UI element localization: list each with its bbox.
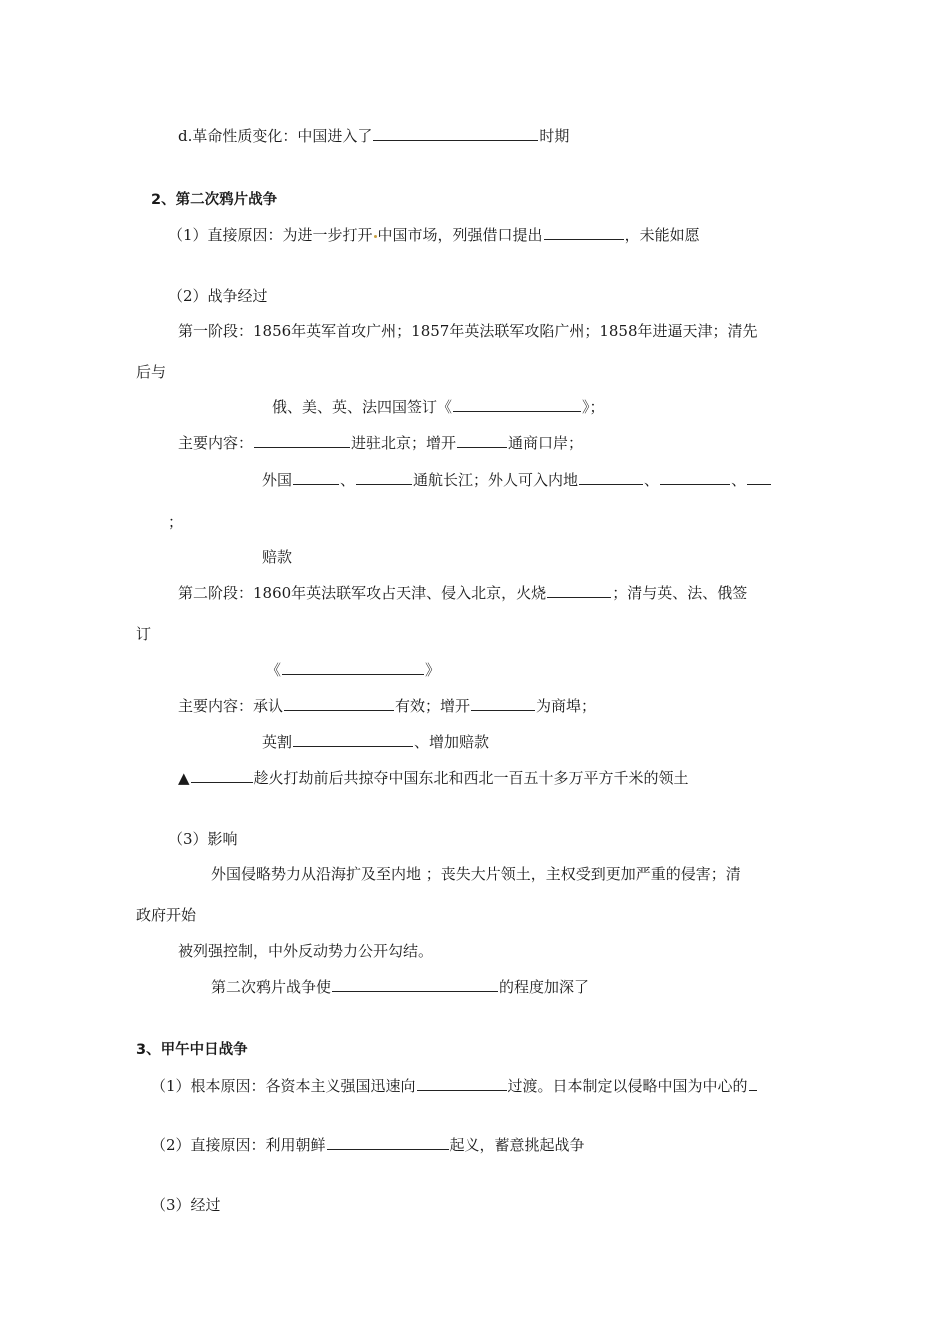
- fill-blank[interactable]: [293, 732, 413, 747]
- text: 时期: [539, 127, 570, 145]
- line-impact-1: [211, 864, 741, 884]
- text: 后与: [136, 363, 167, 381]
- section-heading-2: [151, 190, 277, 210]
- text: （1）直接原因：为进一步打开: [168, 226, 373, 244]
- text: 、增加赔款: [414, 733, 490, 751]
- line-triangle-note: [178, 768, 689, 788]
- line-main-content-1: [178, 433, 583, 453]
- fill-blank[interactable]: [254, 433, 350, 448]
- line-revolution-nature: [178, 126, 569, 146]
- line-treaty-blank: [266, 660, 440, 680]
- text: 赔款: [262, 548, 293, 566]
- line-stage-two: [178, 583, 747, 603]
- fill-blank[interactable]: [282, 660, 424, 675]
- fill-blank[interactable]: [327, 1135, 449, 1150]
- text: 外国: [262, 471, 293, 489]
- fill-blank[interactable]: [471, 696, 535, 711]
- text: （2）直接原因：利用朝鲜: [151, 1136, 326, 1154]
- triangle-icon: ▲: [178, 769, 190, 787]
- text: 英割: [262, 733, 293, 751]
- heading-text: 2、第二次鸦片战争: [151, 192, 278, 208]
- line-impact-3: [211, 977, 589, 997]
- line-indemnity: [262, 547, 292, 567]
- text: 第一阶段：1856年英军首攻广州；1857年英法联军攻陷广州；1858年进逼天津；清先: [178, 322, 758, 340]
- text: 主要内容：承认: [178, 697, 284, 715]
- dot-mark-icon: [374, 235, 377, 238]
- fill-blank[interactable]: [749, 1076, 757, 1091]
- fill-blank[interactable]: [457, 433, 507, 448]
- text: 》: [425, 661, 441, 679]
- line-semicolon: [168, 512, 183, 532]
- fill-blank[interactable]: [544, 225, 624, 240]
- line-stage-one: [178, 321, 758, 341]
- text: 被列强控制，中外反动势力公开勾结。: [178, 942, 434, 960]
- fill-blank[interactable]: [373, 126, 538, 141]
- text: 过渡。日本制定以侵略中国为中心的: [507, 1077, 748, 1095]
- text: 》；: [582, 398, 605, 416]
- fill-blank[interactable]: [417, 1076, 507, 1091]
- text: （1）根本原因：各资本主义强国迅速向: [151, 1077, 416, 1095]
- text: 趁火打劫前后共掠夺中国东北和西北一百五十多万平方千米的领土: [253, 769, 689, 787]
- line-direct-cause: [168, 225, 700, 245]
- text: 、: [731, 471, 747, 489]
- text: 进驻北京；增开: [351, 434, 457, 452]
- line-war-process: [168, 286, 268, 306]
- text: （3）影响: [168, 830, 238, 848]
- text: 、: [340, 471, 356, 489]
- line-main-content-2: [262, 470, 772, 490]
- line-stage-two-cont: [136, 624, 151, 644]
- line-direct-cause-3: [151, 1135, 585, 1155]
- line-root-cause: [151, 1076, 758, 1096]
- fill-blank[interactable]: [747, 470, 771, 485]
- fill-blank[interactable]: [293, 470, 339, 485]
- line-stage-one-cont: [136, 362, 166, 382]
- fill-blank[interactable]: [191, 768, 253, 783]
- fill-blank[interactable]: [579, 470, 643, 485]
- line-impact-heading: [168, 829, 238, 849]
- text: 《: [266, 661, 282, 679]
- fill-blank[interactable]: [547, 583, 611, 598]
- text: 通商口岸；: [508, 434, 584, 452]
- text: 主要内容：: [178, 434, 254, 452]
- text: 中国市场，列强借口提出: [377, 226, 543, 244]
- line-impact-1-cont: [136, 905, 196, 925]
- text: 通航长江；外人可入内地: [413, 471, 579, 489]
- text: 第二次鸦片战争使: [211, 978, 332, 996]
- fill-blank[interactable]: [332, 977, 498, 992]
- fill-blank[interactable]: [453, 397, 581, 412]
- text: （3）经过: [151, 1196, 221, 1214]
- text: ，未能如愿: [624, 226, 700, 244]
- text: 外国侵略势力从沿海扩及至内地 ；丧失大片领土，主权受到更加严重的侵害；清: [211, 865, 741, 883]
- text: （2）战争经过: [168, 287, 268, 305]
- text: 的程度加深了: [499, 978, 590, 996]
- text: 政府开始: [136, 906, 197, 924]
- text: ；清与英、法、俄签: [612, 584, 748, 602]
- text: 起义，蓄意挑起战争: [449, 1136, 585, 1154]
- line-main-content-4: [262, 732, 489, 752]
- text: 有效；增开: [395, 697, 471, 715]
- line-process-3: [151, 1195, 221, 1215]
- fill-blank[interactable]: [284, 696, 394, 711]
- text: 、: [644, 471, 660, 489]
- line-impact-2: [178, 941, 433, 961]
- text: 为商埠；: [536, 697, 597, 715]
- fill-blank[interactable]: [356, 470, 412, 485]
- text: d.革命性质变化：中国进入了: [178, 127, 373, 145]
- line-treaty-signing: [272, 397, 605, 417]
- section-heading-3: [136, 1040, 248, 1060]
- heading-text: 3、甲午中日战争: [136, 1042, 248, 1058]
- text: 俄、美、英、法四国签订《: [272, 398, 453, 416]
- text: ；: [168, 513, 184, 531]
- line-main-content-3: [178, 696, 596, 716]
- text: 订: [136, 625, 152, 643]
- text: 第二阶段：1860年英法联军攻占天津、侵入北京，火烧: [178, 584, 547, 602]
- fill-blank[interactable]: [660, 470, 730, 485]
